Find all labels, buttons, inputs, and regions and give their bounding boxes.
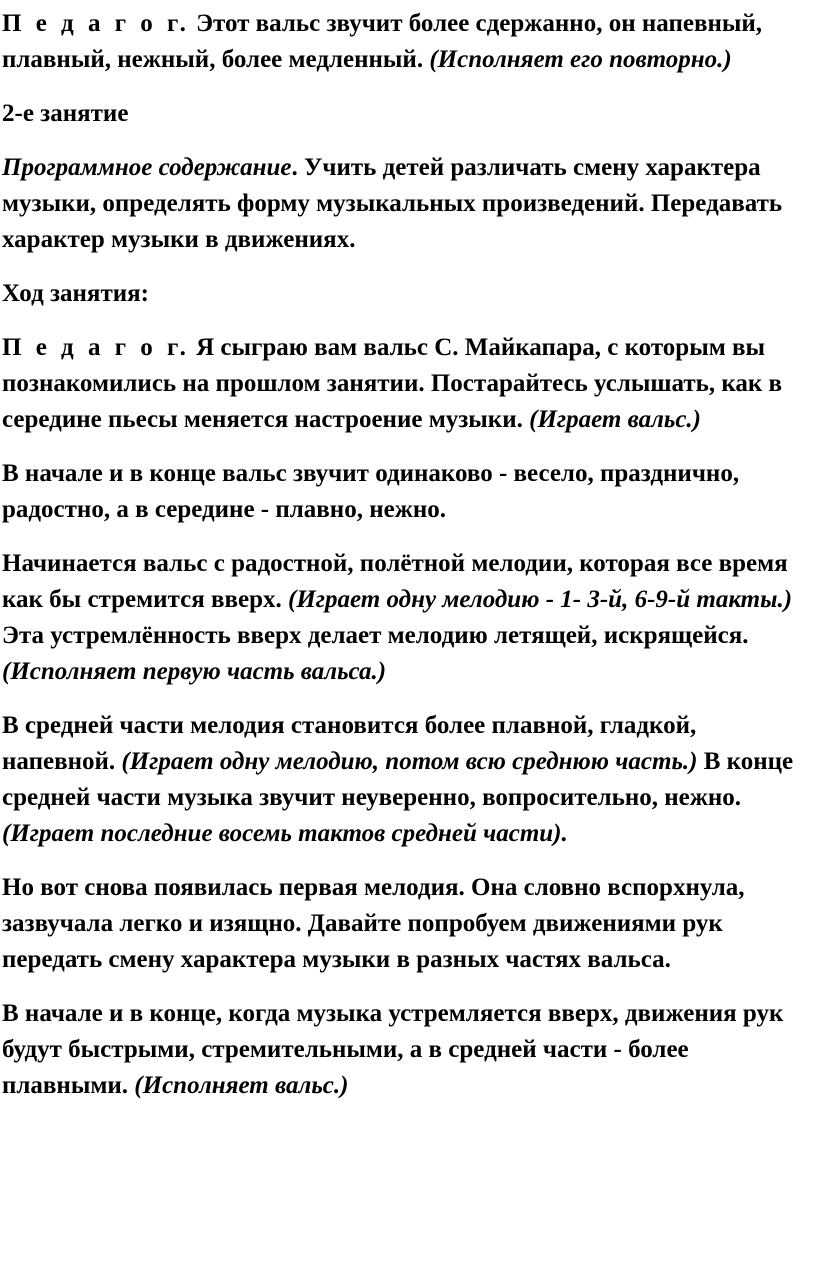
lesson-heading: 2-е занятие (2, 100, 129, 127)
paragraph-text: В начале и в конце, когда музыка устремляется вверх, движения рук будут быстрыми, стремительными, а в средней части - более плавными. (2, 1000, 784, 1099)
paragraph-text: Начинается вальс с радостной, полётной мелодии, которая все время как бы стремится вверх. (2, 550, 788, 613)
stage-direction: (Исполняет первую часть вальса.) (2, 658, 387, 685)
paragraph-waltz-middle (2, 708, 808, 852)
stage-direction: (Исполняет вальс.) (134, 1072, 349, 1099)
paragraph-text: В средней части мелодия становится более плавной, гладкой, напевной. (2, 712, 697, 775)
stage-direction: (Исполняет его повторно.) (429, 46, 732, 73)
stage-direction: (Играет одну мелодию - 1- 3-й, 6-9-й такты.) (288, 586, 793, 613)
speaker-label: П е д а г о г. (2, 334, 190, 361)
stage-direction: (Играет одну мелодию, потом всю среднюю часть.) (121, 748, 698, 775)
program-label: Программное содержание (2, 154, 292, 181)
paragraph-text: В конце средней части музыка звучит неуверенно, вопросительно, нежно. (2, 748, 794, 811)
paragraph-waltz-summary: В начале и в конце вальс звучит одинаково - весело, празднично, радостно, а в середине - плавно, нежно. (2, 460, 740, 523)
stage-direction: (Играет последние восемь тактов средней части). (2, 820, 568, 847)
paragraph-text: Эта устремлённость вверх делает мелодию летящей, искрящейся. (2, 622, 749, 649)
program-text: . Учить детей различать смену характера музыки, определять форму музыкальных произведений. Передавать характер музыки в движениях. (2, 154, 783, 253)
stage-direction: (Играет вальс.) (529, 406, 702, 433)
paragraph-hand-movements (2, 996, 808, 1104)
paragraph-teacher-1 (2, 6, 808, 78)
paragraph-text: Я сыграю вам вальс С. Майкапара, с которым вы познакомились на прошлом занятии. Постарайтесь услышать, как в середине пьесы меняется настроение музыки. (2, 334, 783, 433)
paragraph-waltz-beginning (2, 546, 808, 690)
paragraph-text: Этот вальс звучит более сдержанно, он напевный, плавный, нежный, более медленный. (2, 10, 763, 73)
course-heading: Ход занятия: (2, 280, 149, 307)
paragraph-first-melody-returns: Но вот снова появилась первая мелодия. Она словно вспорхнула, зазвучала легко и изящно. Давайте попробуем движениями рук передать смену характера музыки в разных частях вальса. (2, 874, 745, 973)
paragraph-teacher-2 (2, 330, 808, 438)
speaker-label: П е д а г о г. (2, 10, 190, 37)
program-content (2, 150, 808, 258)
